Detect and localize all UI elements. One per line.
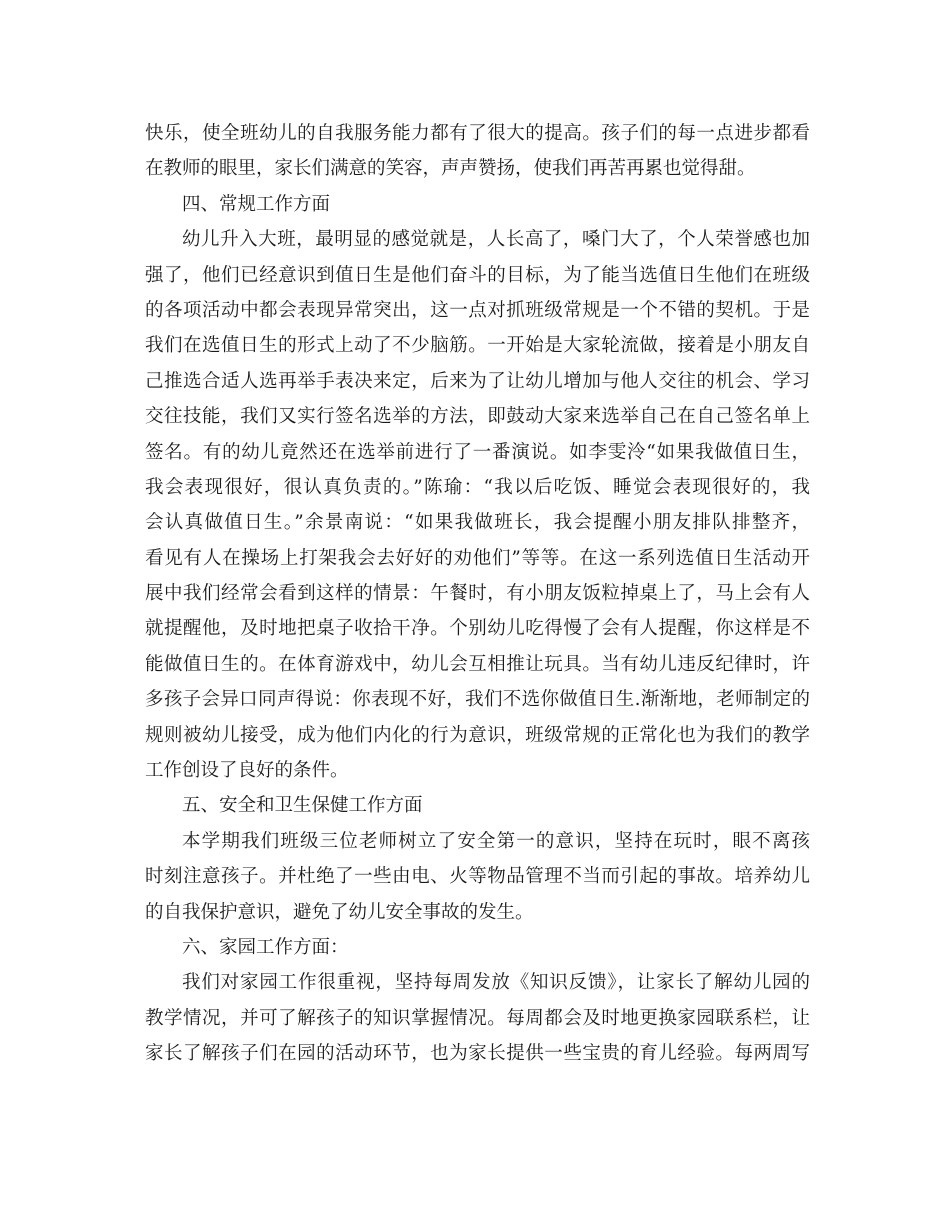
text-line: 展中我们经常会看到这样的情景：午餐时，有小朋友饭粒掉桌上了，马上会有人: [145, 583, 810, 605]
text-line: 我们在选值日生的形式上动了不少脑筋。一开始是大家轮流做，接着是小朋友自: [145, 335, 810, 357]
text-line: 我们对家园工作很重视，坚持每周发放《知识反馈》，让家长了解幼儿园的: [182, 972, 810, 994]
text-line: 快乐，使全班幼儿的自我服务能力都有了很大的提高。孩子们的每一点进步都看: [145, 123, 810, 144]
text-line: 己推选合适人选再举手表决来定，后来为了让幼儿增加与他人交往的机会、学习: [145, 370, 810, 392]
section-heading: 五、安全和卫生保健工作方面: [182, 795, 423, 817]
section-heading: 四、常规工作方面: [182, 193, 331, 215]
text-line: 我会表现很好，很认真负责的。”陈瑜：“我以后吃饭、睡觉会表现很好的，我: [145, 476, 810, 498]
text-line: 多孩子会异口同声得说：你表现不好，我们不选你做值日生.渐渐地，老师制定的: [145, 689, 810, 711]
text-line: 本学期我们班级三位老师树立了安全第一的意识，坚持在玩时，眼不离孩: [182, 830, 810, 852]
text-line: 在教师的眼里，家长们满意的笑容，声声赞扬，使我们再苦再累也觉得甜。: [145, 158, 756, 180]
text-line: 交往技能，我们又实行签名选举的方法，即鼓动大家来选举自己在自己签名单上: [145, 406, 810, 428]
text-line: 就提醒他，及时地把桌子收拾干净。个别幼儿吃得慢了会有人提醒，你这样是不: [145, 618, 810, 640]
text-line: 时刻注意孩子。并杜绝了一些由电、火等物品管理不当而引起的事故。培养幼儿: [145, 866, 810, 888]
text-line: 工作创设了良好的条件。: [145, 760, 349, 782]
text-line: 家长了解孩子们在园的活动环节，也为家长提供一些宝贵的育儿经验。每两周写: [145, 1043, 810, 1065]
text-line: 会认真做值日生。”余景南说：“如果我做班长，我会提醒小朋友排队排整齐，: [145, 512, 810, 534]
text-line: 能做值日生的。在体育游戏中，幼儿会互相推让玩具。当有幼儿违反纪律时，许: [145, 653, 810, 675]
section-heading: 六、家园工作方面：: [182, 936, 349, 958]
text-line: 的各项活动中都会表现异常突出，这一点对抓班级常规是一个不错的契机。于是: [145, 299, 810, 321]
document-body: [145, 116, 810, 1072]
text-line: 的自我保护意识，避免了幼儿安全事故的发生。: [145, 901, 534, 923]
text-line: 签名。有的幼儿竟然还在选举前进行了一番演说。如李雯泠“如果我做值日生，: [145, 441, 810, 463]
text-line: 教学情况，并可了解孩子的知识掌握情况。每周都会及时地更换家园联系栏，让: [145, 1007, 810, 1029]
text-line: 幼儿升入大班，最明显的感觉就是，人长高了，嗓门大了，个人荣誉感也加: [182, 229, 810, 251]
text-line: 强了，他们已经意识到值日生是他们奋斗的目标，为了能当选值日生他们在班级: [145, 264, 810, 286]
text-line: 规则被幼儿接受，成为他们内化的行为意识，班级常规的正常化也为我们的教学: [145, 724, 810, 746]
text-line: 看见有人在操场上打架我会去好好的劝他们”等等。在这一系列选值日生活动开: [145, 547, 810, 569]
